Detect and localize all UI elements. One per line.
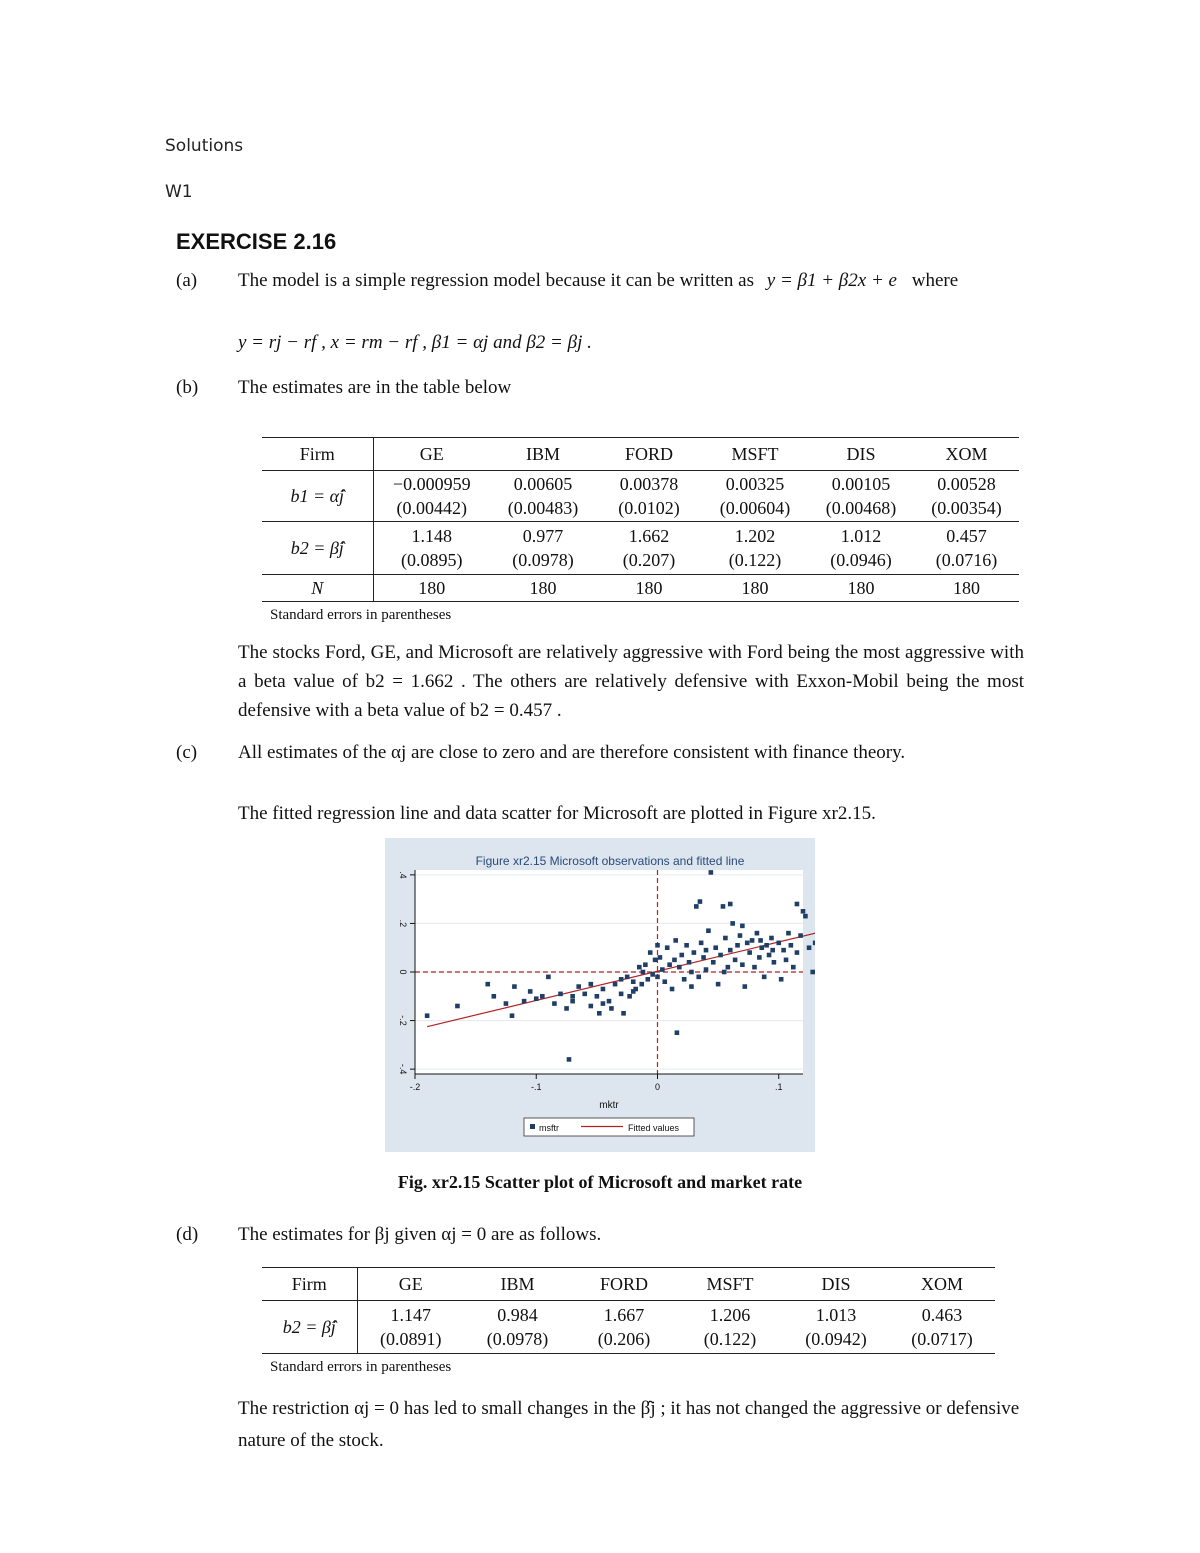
scatter-point <box>684 943 689 948</box>
table-row-slope <box>262 522 1019 575</box>
scatter-point <box>740 962 745 967</box>
scatter-point <box>745 941 750 946</box>
scatter-point <box>755 931 760 936</box>
scatter-point <box>747 950 752 955</box>
r-header-ford: FORD <box>571 1268 677 1301</box>
header-ge: GE <box>373 438 490 471</box>
scatter-point <box>813 941 815 946</box>
r-cell-dis: 1.013 (0.0942) <box>783 1301 889 1354</box>
scatter-point <box>764 943 769 948</box>
scatter-point <box>692 950 697 955</box>
scatter-point <box>619 992 624 997</box>
part-c-plot-intro: The fitted regression line and data scatter for Microsoft are plotted in Figure xr2.15. <box>238 803 876 824</box>
scatter-point <box>706 928 711 933</box>
row-label-b2: b2 = β̂j <box>262 522 373 575</box>
part-a-where: where <box>911 270 959 291</box>
scatter-point <box>639 982 644 987</box>
cell-xom-n: 180 <box>914 575 1019 602</box>
r-cell-msft: 1.206 (0.122) <box>677 1301 783 1354</box>
scatter-point <box>485 982 490 987</box>
part-a-text <box>238 266 1028 295</box>
scatter-point <box>728 948 733 953</box>
legend <box>524 1118 694 1136</box>
scatter-point <box>735 943 740 948</box>
scatter-point <box>660 967 665 972</box>
scatter-point <box>609 1006 614 1011</box>
scatter-point <box>769 936 774 941</box>
cell-msft-b1: 0.00325 (0.00604) <box>702 471 808 522</box>
r-header-firm: Firm <box>262 1268 357 1301</box>
header-week: W1 <box>165 182 193 202</box>
scatter-point <box>665 945 670 950</box>
scatter-point <box>759 945 764 950</box>
scatter-point <box>655 943 660 948</box>
r-header-dis: DIS <box>783 1268 889 1301</box>
scatter-point <box>613 982 618 987</box>
table-note: Standard errors in parentheses <box>270 607 452 623</box>
scatter-point <box>648 950 653 955</box>
scatter-point <box>722 970 727 975</box>
restricted-table-note: Standard errors in parentheses <box>270 1359 452 1375</box>
part-b-label: (b) <box>176 377 199 398</box>
scatter-point <box>803 914 808 919</box>
r-cell-ford: 1.667 (0.206) <box>571 1301 677 1354</box>
part-c-text: All estimates of the αj are close to zero and are therefore consistent with finance theory. <box>238 742 906 763</box>
r-cell-xom: 0.463 (0.0717) <box>889 1301 995 1354</box>
r-header-msft: MSFT <box>677 1268 783 1301</box>
scatter-point <box>750 938 755 943</box>
scatter-point <box>784 958 789 963</box>
table-row-intercept <box>262 471 1019 522</box>
scatter-point <box>631 989 636 994</box>
scatter-point <box>570 999 575 1004</box>
figure-caption: Fig. xr2.15 Scatter plot of Microsoft and market rate <box>397 1172 803 1192</box>
scatter-point <box>655 975 660 980</box>
scatter-point <box>758 938 763 943</box>
scatter-point <box>704 967 709 972</box>
scatter-point <box>798 933 803 938</box>
scatter-point <box>786 931 791 936</box>
scatter-point <box>687 960 692 965</box>
x-tick-label: -.1 <box>530 1082 542 1092</box>
scatter-point <box>689 984 694 989</box>
scatter-point <box>726 965 731 970</box>
cell-dis-b1: 0.00105 (0.00468) <box>808 471 914 522</box>
cell-ge-b2: 1.148 (0.0895) <box>373 522 490 575</box>
scatter-point <box>512 984 517 989</box>
r-header-ibm: IBM <box>464 1268 571 1301</box>
scatter-point <box>552 1001 557 1006</box>
scatter-point <box>740 924 745 929</box>
part-a-label: (a) <box>176 270 198 291</box>
scatter-point <box>738 933 743 938</box>
scatter-point <box>723 936 728 941</box>
y-tick-label: .2 <box>398 919 408 928</box>
cell-dis-n: 180 <box>808 575 914 602</box>
scatter-point <box>679 953 684 958</box>
scatter-point <box>564 1006 569 1011</box>
scatter-point <box>492 994 497 999</box>
header-ibm: IBM <box>490 438 596 471</box>
legend-label-fitted: Fitted values <box>628 1123 680 1133</box>
scatter-point <box>801 909 806 914</box>
table-header-row <box>262 438 1019 471</box>
scatter-point <box>718 953 723 958</box>
x-tick-label: .1 <box>774 1082 783 1092</box>
header-ford: FORD <box>596 438 702 471</box>
r-header-ge: GE <box>357 1268 464 1301</box>
restricted-header-row <box>262 1268 995 1301</box>
scatter-point <box>621 1011 626 1016</box>
header-dis: DIS <box>808 438 914 471</box>
legend-marker-msftr <box>530 1124 535 1129</box>
scatter-point <box>730 921 735 926</box>
scatter-point <box>701 955 706 960</box>
scatter-point <box>716 982 721 987</box>
scatter-point <box>810 970 815 975</box>
restricted-row-slope <box>262 1301 995 1354</box>
scatter-point <box>698 899 703 904</box>
cell-ge-b1: −0.000959 (0.00442) <box>373 471 490 522</box>
scatter-point <box>576 984 581 989</box>
part-b-text: The estimates are in the table below <box>238 377 512 398</box>
scatter-point <box>455 1004 460 1009</box>
scatter-point <box>425 1013 430 1018</box>
chart-title: Figure xr2.15 Microsoft observations and fitted line <box>475 854 745 868</box>
scatter-point <box>650 972 655 977</box>
exercise-title: EXERCISE 2.16 <box>176 229 337 254</box>
scatter-point <box>522 999 527 1004</box>
cell-ford-b2: 1.662 (0.207) <box>596 522 702 575</box>
scatter-point <box>776 941 781 946</box>
scatter-point <box>658 955 663 960</box>
scatter-point <box>752 965 757 970</box>
scatter-point <box>625 975 630 980</box>
scatter-point <box>643 962 648 967</box>
part-d-conclusion: The restriction αj = 0 has led to small changes in the β̂j ; it has not changed the aggressive or defensive nature of the stock. <box>238 1398 1020 1451</box>
part-b-discussion: The stocks Ford, GE, and Microsoft are relatively aggressive with Ford being the most aggressive with a beta value of b2 = 1.662 . The others are relatively defensive with Exxon-Mobil being the most defensive with a beta value of b2 = 0.457 . <box>238 642 1024 721</box>
scatter-point <box>607 999 612 1004</box>
scatter-point <box>699 941 704 946</box>
part-c-label: (c) <box>176 742 198 763</box>
scatter-point <box>767 953 772 958</box>
cell-ford-n: 180 <box>596 575 702 602</box>
r-cell-ge: 1.147 (0.0891) <box>357 1301 464 1354</box>
y-tick-label: -.4 <box>398 1063 408 1075</box>
scatter-point <box>601 1001 606 1006</box>
header-firm: Firm <box>262 438 373 471</box>
x-tick-label: 0 <box>654 1082 661 1092</box>
x-axis-label: mktr <box>599 1100 619 1111</box>
scatter-point <box>677 965 682 970</box>
part-d-text: The estimates for βj given αj = 0 are as follows. <box>238 1224 602 1245</box>
scatter-point <box>510 1013 515 1018</box>
scatter-point <box>694 904 699 909</box>
scatter-point <box>570 994 575 999</box>
restricted-table <box>262 1267 995 1354</box>
y-tick-label: .4 <box>398 871 408 879</box>
scatter-point <box>689 970 694 975</box>
cell-xom-b1: 0.00528 (0.00354) <box>914 471 1019 522</box>
r-row-label-b2: b2 = β̂j <box>262 1301 357 1354</box>
scatter-point <box>713 945 718 950</box>
scatter-point <box>637 965 642 970</box>
scatter-point <box>682 977 687 982</box>
part-a-definitions: y = rj − rf , x = rm − rf , β1 = αj and β2 = βj . <box>238 332 592 353</box>
cell-ford-b1: 0.00378 (0.0102) <box>596 471 702 522</box>
scatter-point <box>662 979 667 984</box>
scatter-point <box>762 975 767 980</box>
scatter-point <box>757 955 762 960</box>
scatter-point <box>582 992 587 997</box>
cell-ibm-b1: 0.00605 (0.00483) <box>490 471 596 522</box>
scatter-point <box>667 962 672 967</box>
cell-xom-b2: 0.457 (0.0716) <box>914 522 1019 575</box>
scatter-point <box>589 1004 594 1009</box>
scatter-point <box>711 960 716 965</box>
scatter-point <box>791 965 796 970</box>
scatter-point <box>670 987 675 992</box>
scatter-point <box>770 948 775 953</box>
scatter-point <box>675 1030 680 1035</box>
scatter-point <box>641 970 646 975</box>
cell-msft-b2: 1.202 (0.122) <box>702 522 808 575</box>
cell-ge-n: 180 <box>373 575 490 602</box>
scatter-point <box>743 984 748 989</box>
scatter-point <box>653 958 658 963</box>
scatter-point <box>704 948 709 953</box>
scatter-point <box>721 904 726 909</box>
cell-dis-b2: 1.012 (0.0946) <box>808 522 914 575</box>
scatter-point <box>779 977 784 982</box>
scatter-point <box>546 975 551 980</box>
scatter-point <box>528 989 533 994</box>
scatter-point <box>597 1011 602 1016</box>
row-label-b1: b1 = α̂j <box>262 471 373 522</box>
part-d-label: (d) <box>176 1224 199 1245</box>
scatter-point <box>631 979 636 984</box>
header-msft: MSFT <box>702 438 808 471</box>
table-row-n <box>262 575 1019 602</box>
scatter-point <box>789 943 794 948</box>
scatter-point <box>733 958 738 963</box>
scatter-point <box>772 960 777 965</box>
scatter-point <box>567 1057 572 1062</box>
scatter-point <box>709 870 714 875</box>
scatter-point <box>558 992 563 997</box>
cell-msft-n: 180 <box>702 575 808 602</box>
scatter-point <box>696 975 701 980</box>
scatter-point <box>728 902 733 907</box>
header-solutions: Solutions <box>165 136 244 156</box>
r-cell-ibm: 0.984 (0.0978) <box>464 1301 571 1354</box>
scatter-point <box>673 938 678 943</box>
scatter-point <box>795 902 800 907</box>
cell-ibm-n: 180 <box>490 575 596 602</box>
part-a-equation: y = β1 + β2x + e <box>766 270 897 291</box>
legend-label-msftr: msftr <box>539 1123 559 1133</box>
estimates-table <box>262 437 1019 602</box>
scatter-point <box>627 994 632 999</box>
r-header-xom: XOM <box>889 1268 995 1301</box>
scatter-point <box>619 977 624 982</box>
y-tick-label: -.2 <box>398 1015 408 1026</box>
scatter-point <box>595 994 600 999</box>
scatter-chart <box>385 838 815 1152</box>
scatter-point <box>589 982 594 987</box>
scatter-point <box>601 987 606 992</box>
part-a-sentence: The model is a simple regression model because it can be written as <box>238 270 755 291</box>
y-tick-label: 0 <box>398 969 408 975</box>
scatter-point <box>795 950 800 955</box>
x-tick-label: -.2 <box>409 1082 421 1092</box>
scatter-point <box>646 977 651 982</box>
cell-ibm-b2: 0.977 (0.0978) <box>490 522 596 575</box>
scatter-point <box>540 994 545 999</box>
scatter-point <box>504 1001 509 1006</box>
scatter-point <box>807 945 812 950</box>
scatter-point <box>781 948 786 953</box>
scatter-point <box>534 996 539 1001</box>
scatter-point <box>672 958 677 963</box>
header-xom: XOM <box>914 438 1019 471</box>
row-label-n: N <box>262 575 373 602</box>
